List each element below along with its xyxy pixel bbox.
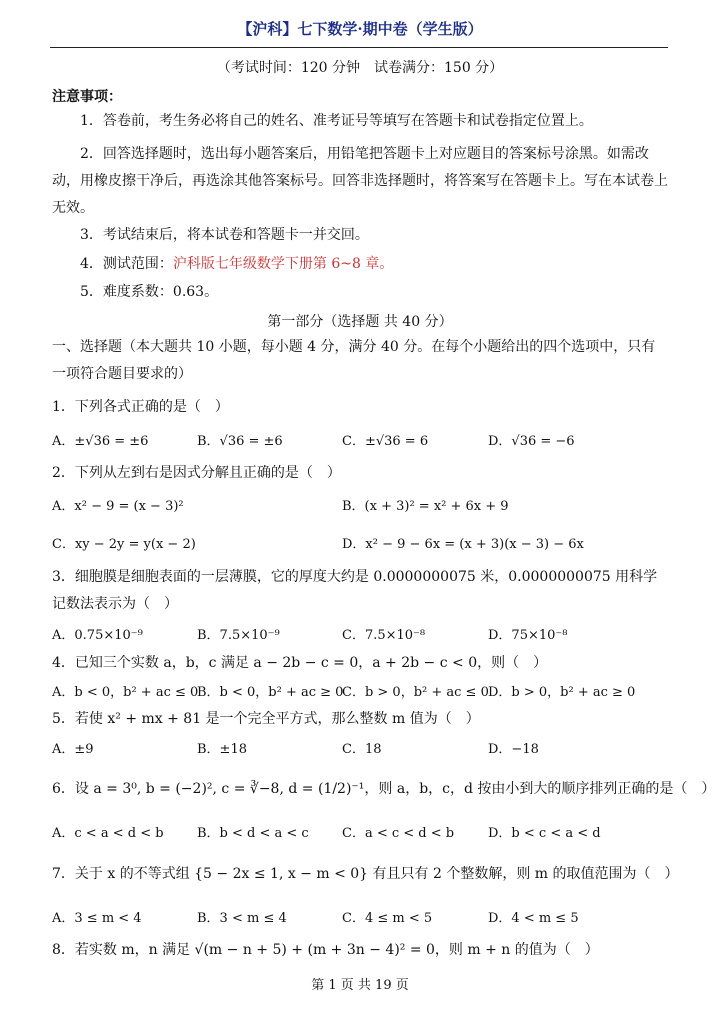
question-3-option-a: A．0.75×10⁻⁹ (52, 628, 143, 643)
question-3-stem: 3．细胞膜是细胞表面的一层薄膜，它的厚度大约是 0.0000000075 米，0.0000000075 用科学记数法表示为（ ） (52, 569, 658, 612)
question-2-option-b: B．(x + 3)² = x² + 6x + 9 (342, 499, 509, 514)
question-7-option-c: C．4 ≤ m < 5 (342, 911, 433, 926)
question-6-option-a: A．c < a < d < b (52, 826, 164, 841)
question-2-option-a: A．x² − 9 = (x − 3)² (52, 499, 184, 514)
question-5-option-d: D．−18 (488, 742, 539, 757)
question-4-option-a: A．b < 0，b² + ac ≤ 0 (52, 685, 199, 700)
question-3-option-c: C．7.5×10⁻⁸ (342, 628, 426, 643)
note-2: 2．回答选择题时，选出每小题答案后，用铅笔把答题卡上对应题目的答案标号涂黑。如需改动，用橡皮擦干净后，再选涂其他答案标号。回答非选择题时，将答案写在答题卡上。写在本试卷上无效。 (52, 146, 668, 216)
question-1-option-d: D．√36 = −6 (488, 434, 575, 449)
question-6-option-c: C．a < c < d < b (342, 826, 455, 841)
question-6-stem: 6．设 a = 3⁰, b = (−2)², c = ∛−8, d = (1/2)⁻¹，则 a，b，c，d 按由小到大的顺序排列正确的是（ ） (52, 781, 716, 797)
exam-info: （考试时间：120 分钟 试卷满分：150 分） (216, 60, 504, 76)
question-4-option-c: C．b > 0，b² + ac ≤ 0 (342, 685, 489, 700)
question-1-option-b: B．√36 = ±6 (197, 434, 283, 449)
note-1: 1．答卷前，考生务必将自己的姓名、准考证号等填写在答题卡和试卷指定位置上。 (80, 113, 593, 129)
question-7-stem: 7．关于 x 的不等式组 {5 − 2x ≤ 1, x − m < 0} 有且只有 2 个整数解，则 m 的取值范围为（ ） (52, 866, 679, 882)
question-8-stem: 8．若实数 m，n 满足 √(m − n + 5) + (m + 3n − 4)² = 0，则 m + n 的值为（ ） (52, 942, 599, 958)
question-6-option-b: B．b < d < a < c (197, 826, 309, 841)
question-5-stem: 5．若使 x² + mx + 81 是一个完全平方式，那么整数 m 值为（ ） (52, 711, 480, 727)
question-1-option-a: A．±√36 = ±6 (52, 434, 149, 449)
question-3-option-d: D．75×10⁻⁸ (488, 628, 568, 643)
question-4-option-d: D．b > 0，b² + ac ≥ 0 (488, 685, 636, 700)
question-4-stem: 4．已知三个实数 a，b，c 满足 a − 2b − c = 0，a + 2b − c < 0，则（ ） (52, 655, 548, 671)
page-number: 第 1 页 共 19 页 (311, 978, 409, 993)
question-1-stem: 1．下列各式正确的是（ ） (52, 399, 229, 415)
question-2-option-d: D．x² − 9 − 6x = (x + 3)(x − 3) − 6x (342, 537, 584, 552)
question-2-option-c: C．xy − 2y = y(x − 2) (52, 537, 196, 552)
question-7-option-d: D．4 < m ≤ 5 (488, 911, 579, 926)
note-3: 3．考试结束后，将本试卷和答题卡一并交回。 (80, 227, 369, 243)
section-1-instructions: 一、选择题（本大题共 10 小题，每小题 4 分，满分 40 分。在每个小题给出的四个选项中，只有一项符合题目要求的） (52, 339, 656, 382)
question-5-option-b: B．±18 (197, 742, 247, 757)
question-3-option-b: B．7.5×10⁻⁹ (197, 628, 280, 643)
question-5-option-a: A．±9 (52, 742, 94, 757)
paper-title: 【沪科】七下数学·期中卷（学生版） (237, 20, 483, 38)
question-2-stem: 2．下列从左到右是因式分解且正确的是（ ） (52, 465, 341, 481)
question-5-option-c: C．18 (342, 742, 382, 757)
note-4 (52, 251, 668, 278)
note-4-prefix: 4．测试范围： (80, 256, 173, 272)
question-1-option-c: C．±√36 = 6 (342, 434, 429, 449)
question-6-option-d: D．b < c < a < d (488, 826, 601, 841)
part-1-title: 第一部分（选择题 共 40 分） (267, 314, 453, 330)
question-7-option-a: A．3 ≤ m < 4 (52, 911, 142, 926)
question-7-option-b: B．3 < m ≤ 4 (197, 911, 287, 926)
header-rule (50, 47, 668, 48)
test-scope: 沪科版七年级数学下册第 6~8 章。 (172, 256, 394, 272)
notes-heading: 注意事项： (52, 89, 122, 105)
question-4-option-b: B．b < 0，b² + ac ≥ 0 (197, 685, 344, 700)
note-5: 5．难度系数：0.63。 (80, 284, 219, 300)
